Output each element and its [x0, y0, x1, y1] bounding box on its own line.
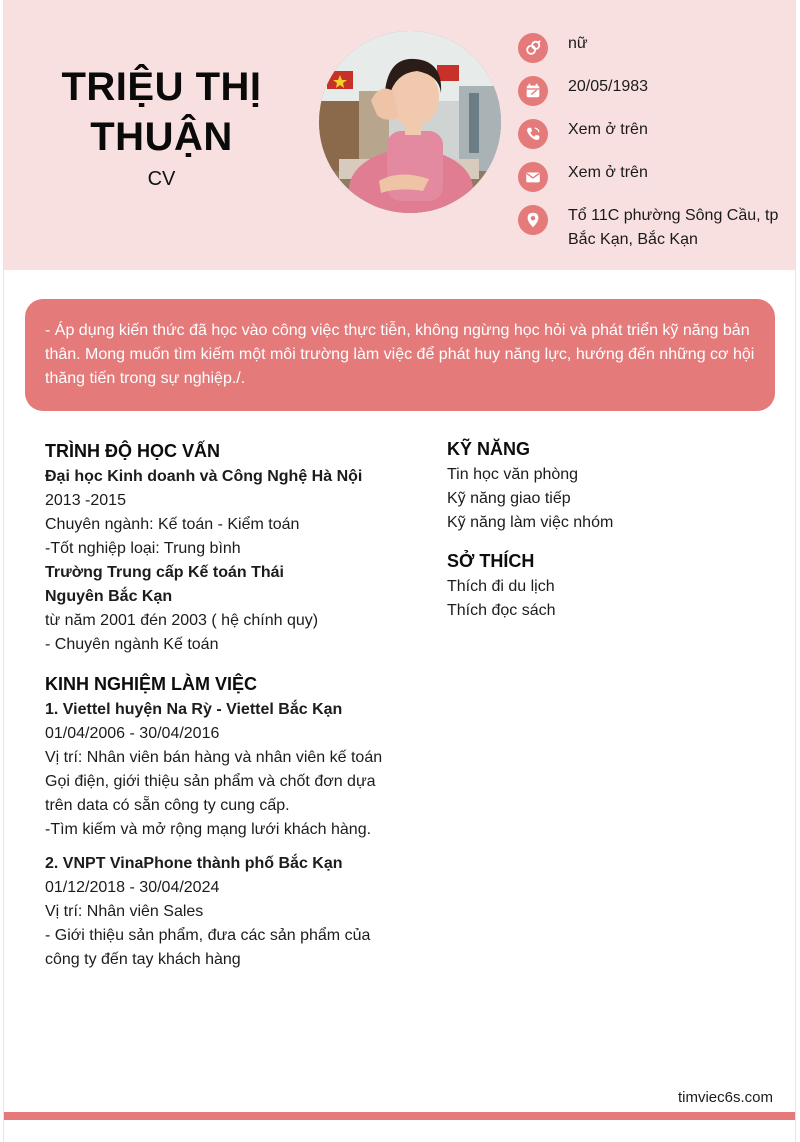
phone-icon: [518, 119, 548, 149]
footer-bar: [4, 1112, 795, 1120]
cv-subtitle: CV: [147, 168, 176, 190]
email-icon: [518, 162, 548, 192]
job-2-dates: 01/12/2018 - 30/04/2024: [45, 879, 220, 896]
avatar: [319, 31, 501, 213]
right-column: [447, 436, 777, 623]
left-column: [45, 438, 405, 972]
contact-birthday: [518, 73, 788, 116]
contact-phone-text: Xem ở trên: [568, 121, 648, 138]
contact-gender: [518, 30, 788, 73]
education-school-1-major: Chuyên ngành: Kế toán - Kiểm toán: [45, 516, 300, 533]
job-2-position: Vị trí: Nhân viên Sales: [45, 903, 204, 920]
skill-item: Kỹ năng giao tiếp: [447, 490, 571, 507]
skills-section: [447, 436, 777, 535]
location-pin-icon: [518, 205, 548, 235]
education-school-1-years: 2013 -2015: [45, 492, 126, 509]
education-school-2-major: - Chuyên ngành Kế toán: [45, 636, 219, 653]
footer-site: timviec6s.com: [677, 1089, 773, 1106]
job-1-description: Gọi điện, giới thiệu sản phẩm và chốt đơn dựa trên data có sẵn công ty cung cấp.: [45, 773, 376, 814]
education-title: TRÌNH ĐỘ HỌC VẤN: [45, 441, 220, 461]
education-school-1-grade: -Tốt nghiệp loại: Trung bình: [45, 540, 241, 557]
contact-birthday-text: 20/05/1983: [568, 78, 649, 95]
job-2-description: - Giới thiệu sản phẩm, đưa các sản phẩm của công ty đến tay khách hàng: [45, 927, 371, 968]
education-school-2: Trường Trung cấp Kế toán Thái Nguyên Bắc Kạn: [45, 564, 284, 605]
header-banner: [4, 0, 795, 270]
skills-title: KỸ NĂNG: [447, 439, 531, 459]
candidate-name: TRIỆU THỊ THUẬN: [61, 65, 262, 159]
job-1-dates: 01/04/2006 - 30/04/2016: [45, 725, 220, 742]
calendar-icon: [518, 76, 548, 106]
contact-address: [518, 202, 788, 252]
education-school-2-years: từ năm 2001 đén 2003 ( hệ chính quy): [45, 612, 319, 629]
hobbies-section: [447, 548, 777, 623]
job-1-description-2: -Tìm kiếm và mở rộng mạng lưới khách hàng.: [45, 821, 372, 838]
name-block: [34, 62, 289, 192]
contact-gender-text: nữ: [568, 35, 588, 52]
hobby-item: Thích đọc sách: [447, 602, 556, 619]
experience-title: KINH NGHIỆM LÀM VIỆC: [45, 674, 258, 694]
skill-item: Kỹ năng làm việc nhóm: [447, 514, 614, 531]
job-1-title: 1. Viettel huyện Na Rỳ - Viettel Bắc Kạn: [45, 701, 343, 718]
experience-section: [45, 671, 405, 972]
cv-page: [4, 0, 795, 1142]
gender-icon: [518, 33, 548, 63]
hobby-item: Thích đi du lịch: [447, 578, 555, 595]
avatar-photo: [319, 31, 501, 213]
contact-email: [518, 159, 788, 202]
job-2-title: 2. VNPT VinaPhone thành phố Bắc Kạn: [45, 855, 343, 872]
contact-email-text: Xem ở trên: [568, 164, 648, 181]
contact-address-text: Tổ 11C phường Sông Cầu, tp Bắc Kạn, Bắc Kạn: [568, 207, 779, 248]
contact-phone: [518, 116, 788, 159]
education-section: [45, 438, 405, 657]
hobbies-title: SỞ THÍCH: [447, 551, 535, 571]
career-objective: - Áp dụng kiến thức đã học vào công việc thực tiễn, không ngừng học hỏi và phát triển kỹ năng bản thân. Mong muốn tìm kiếm một môi trường làm việc để phát huy năng lực, hướng đến những cơ hội thăng tiến trong sự nghiệp./.: [25, 299, 775, 411]
job-1-position: Vị trí: Nhân viên bán hàng và nhân viên kế toán: [45, 749, 383, 766]
skill-item: Tin học văn phòng: [447, 466, 579, 483]
education-school-1: Đại học Kinh doanh và Công Nghệ Hà Nội: [45, 468, 363, 485]
contact-list: [518, 30, 788, 252]
